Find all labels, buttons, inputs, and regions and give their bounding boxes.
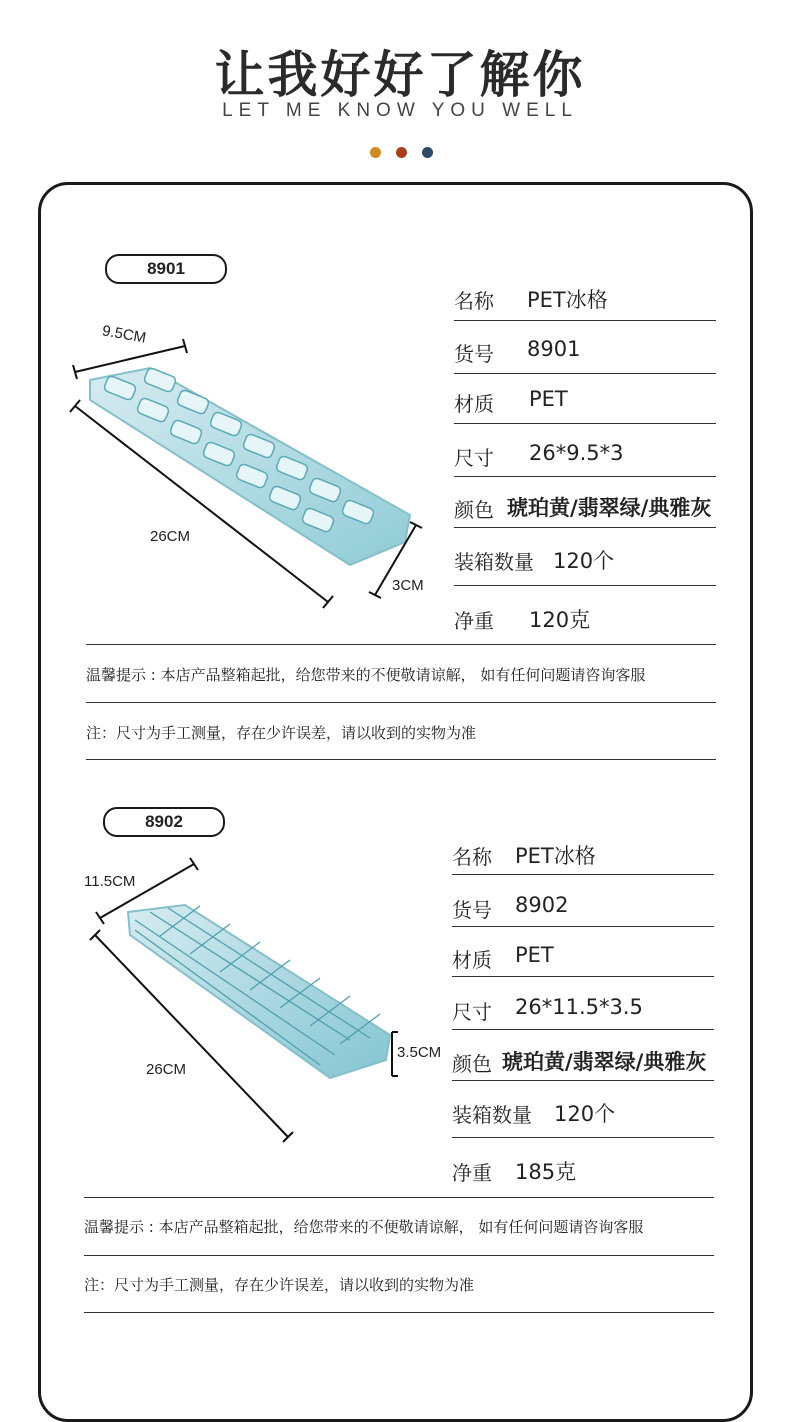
spec-row-material [452, 927, 714, 979]
spec-label: 名称 [452, 845, 492, 869]
spec-value: PET冰格 [527, 288, 608, 312]
divider [454, 320, 716, 321]
spec-label: 名称 [454, 289, 494, 313]
spec-value: 185克 [515, 1160, 577, 1184]
ice-tray-image-8902 [80, 850, 440, 1150]
divider [454, 423, 716, 424]
spec-value: 8902 [515, 893, 569, 917]
dim-width-label: 9.5CM [100, 322, 148, 347]
spec-label: 装箱数量 [454, 550, 534, 574]
decor-dot-rust [396, 147, 407, 158]
dim-length-label: 26CM [150, 528, 191, 545]
divider [86, 702, 716, 703]
decor-dot-orange [370, 147, 381, 158]
spec-label: 材质 [452, 948, 492, 972]
spec-value: 琥珀黄/翡翠绿/典雅灰 [507, 496, 712, 520]
divider [84, 1197, 714, 1198]
reminder-note: 温馨提示 : 本店产品整箱起批，给您带来的不便敬请谅解， 如有任何问题请咨询客服 [86, 666, 646, 684]
spec-label: 装箱数量 [452, 1103, 532, 1127]
spec-value: 120个 [554, 1102, 616, 1126]
spec-row-material [454, 374, 716, 426]
spec-row-name [452, 823, 714, 875]
divider [86, 759, 716, 760]
divider [452, 976, 714, 977]
spec-label: 货号 [452, 898, 492, 922]
decor-dot-navy [422, 147, 433, 158]
divider [452, 1137, 714, 1138]
spec-value: PET冰格 [515, 844, 596, 868]
dim-length-label: 26CM [146, 1061, 187, 1078]
measurement-note: 注：尺寸为手工测量，存在少许误差，请以收到的实物为准 [84, 1276, 475, 1294]
spec-row-sku [452, 875, 714, 927]
spec-row-color [452, 1030, 714, 1082]
spec-row-size [452, 978, 714, 1030]
page-subtitle: LET ME KNOW YOU WELL [222, 100, 578, 121]
spec-label: 货号 [454, 342, 494, 366]
spec-label: 净重 [452, 1161, 492, 1185]
spec-value: PET [515, 943, 554, 967]
spec-value: 26*9.5*3 [529, 441, 624, 465]
spec-value: 琥珀黄/翡翠绿/典雅灰 [502, 1050, 707, 1074]
spec-label: 颜色 [452, 1052, 492, 1076]
spec-value: 8901 [527, 337, 581, 361]
spec-row-net-weight [452, 1139, 714, 1191]
spec-row-size [454, 425, 716, 477]
spec-row-color [454, 477, 716, 529]
page-title: 让我好好了解你 [214, 46, 586, 104]
divider [84, 1312, 714, 1313]
spec-label: 材质 [454, 392, 494, 416]
product-code-badge: 8902 [103, 807, 225, 837]
spec-row-carton-qty [454, 528, 716, 580]
measurement-note: 注：尺寸为手工测量，存在少许误差，请以收到的实物为准 [86, 724, 477, 742]
spec-label: 尺寸 [454, 446, 494, 470]
spec-row-name [454, 270, 716, 322]
reminder-note: 温馨提示 : 本店产品整箱起批，给您带来的不便敬请谅解， 如有任何问题请咨询客服 [84, 1218, 644, 1236]
dim-width-label: 11.5CM [84, 873, 136, 890]
spec-row-net-weight [454, 586, 716, 638]
spec-label: 尺寸 [452, 1000, 492, 1024]
divider [86, 644, 716, 645]
spec-value: 120个 [553, 549, 615, 573]
divider [84, 1255, 714, 1256]
spec-value: PET [529, 387, 568, 411]
spec-label: 颜色 [454, 498, 494, 522]
product-code-badge: 8901 [105, 254, 227, 284]
spec-row-sku [454, 322, 716, 374]
spec-row-carton-qty [452, 1081, 714, 1133]
spec-value: 26*11.5*3.5 [515, 995, 643, 1019]
spec-label: 净重 [454, 609, 494, 633]
spec-value: 120克 [529, 608, 591, 632]
ice-tray-image-8901 [60, 320, 440, 620]
dim-height-label: 3CM [392, 577, 424, 594]
dim-height-label: 3.5CM [397, 1044, 442, 1061]
